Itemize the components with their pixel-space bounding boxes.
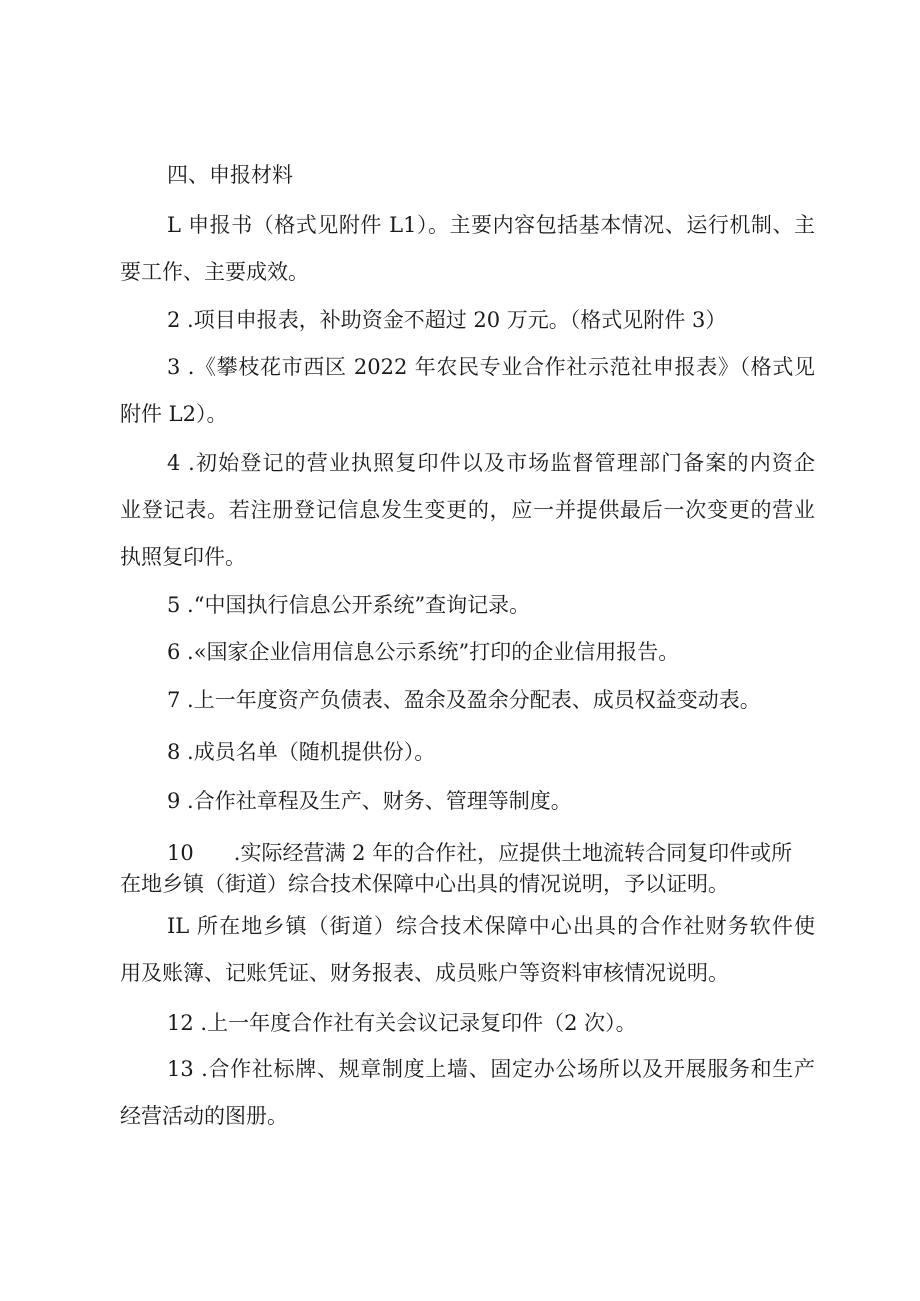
section-heading: 四、申报材料 [167,163,293,187]
paragraph-line: L 申报书（格式见附件 L1）。主要内容包括基本情况、运行机制、主 [167,213,815,237]
paragraph-line: 5 .“中国执行信息公开系统”查询记录。 [167,593,531,617]
paragraph-line: 2 .项目申报表，补助资金不超过 20 万元。（格式见附件 3） [167,308,727,332]
paragraph-line: IL 所在地乡镇（街道）综合技术保障中心出具的合作社财务软件使 [167,914,815,938]
paragraph-line: 业登记表。若注册登记信息发生变更的，应一并提供最后一次变更的营业 [120,498,815,522]
paragraph-line: 10 .实际经营满 2 年的合作社，应提供土地流转合同复印件或所 [167,841,793,865]
paragraph-line: 4 .初始登记的营业执照复印件以及市场监督管理部门备案的内资企 [167,451,815,475]
paragraph-line: 在地乡镇（街道）综合技术保障中心出具的情况说明，予以证明。 [120,872,729,896]
paragraph-line: 要工作、主要成效。 [120,260,309,284]
paragraph-line: 7 .上一年度资产负债表、盈余及盈余分配表、成员权益变动表。 [167,688,761,712]
paragraph-line: 执照复印件。 [120,545,246,569]
paragraph-line: 8 .成员名单（随机提供份）。 [167,740,436,764]
paragraph-line: 经营活动的图册。 [120,1104,288,1128]
paragraph-line: 12 .上一年度合作社有关会议记录复印件（2 次）。 [167,1011,637,1035]
paragraph-line: 用及账簿、记账凭证、财务报表、成员账户等资料审核情况说明。 [120,961,729,985]
paragraph-line: 13 .合作社标牌、规章制度上墙、固定办公场所以及开展服务和生产 [167,1057,815,1081]
paragraph-line: 6 .«国家企业信用信息公示系统”打印的企业信用报告。 [167,640,680,664]
paragraph-line: 附件 L2）。 [120,402,228,426]
paragraph-line: 3 .《攀枝花市西区 2022 年农民专业合作社示范社申报表》（格式见 [167,355,815,379]
paragraph-line: 9 .合作社章程及生产、财务、管理等制度。 [167,789,572,813]
